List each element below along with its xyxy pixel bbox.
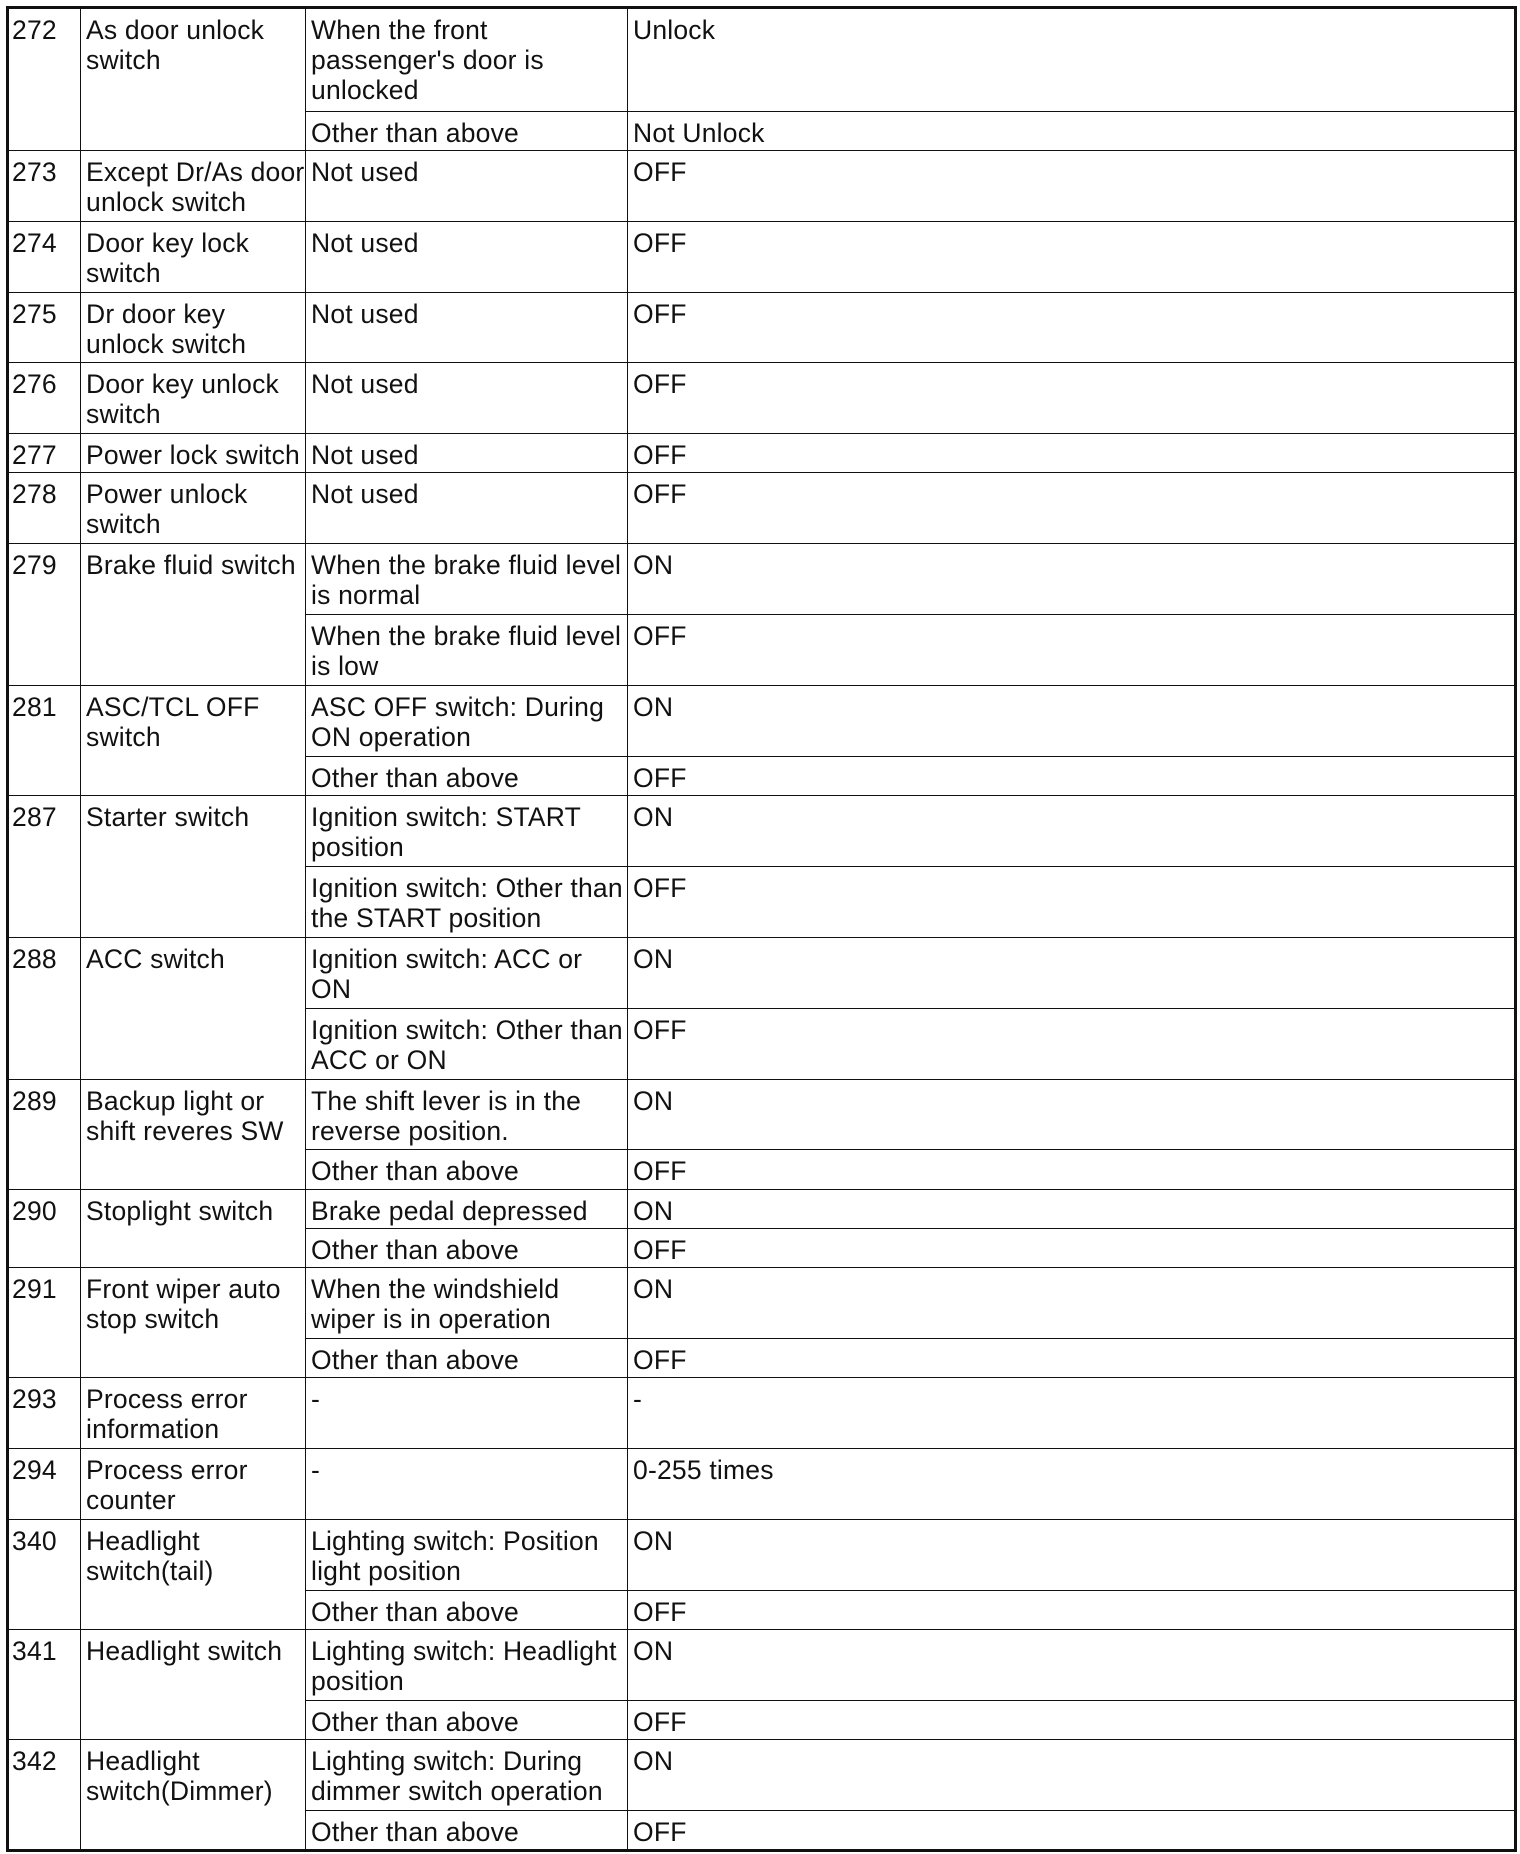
condition-cell: -	[306, 1377, 628, 1448]
table-row	[8, 150, 1516, 221]
normal-condition-value-cell: OFF	[628, 363, 1516, 434]
condition-cell: Other than above	[306, 1150, 628, 1189]
normal-condition-value-cell: OFF	[628, 292, 1516, 363]
item-number-cell: 281	[8, 686, 81, 796]
normal-condition-value-cell: OFF	[628, 1008, 1516, 1079]
normal-condition-value-cell: ON	[628, 1519, 1516, 1590]
condition-cell: Ignition switch: START position	[306, 796, 628, 867]
item-number-cell: 278	[8, 473, 81, 544]
table-row	[8, 1448, 1516, 1519]
item-name-cell: Process error counter	[81, 1448, 306, 1519]
normal-condition-value-cell: OFF	[628, 1150, 1516, 1189]
table-row	[8, 1629, 1516, 1700]
normal-condition-value-cell: OFF	[628, 866, 1516, 937]
condition-cell: Not used	[306, 150, 628, 221]
item-number-cell: 340	[8, 1519, 81, 1629]
normal-condition-value-cell: ON	[628, 686, 1516, 757]
normal-condition-value-cell: OFF	[628, 1700, 1516, 1739]
table-row	[8, 1189, 1516, 1228]
table-row	[8, 686, 1516, 757]
item-name-cell: Power lock switch	[81, 434, 306, 473]
condition-cell: Ignition switch: Other than the START position	[306, 866, 628, 937]
item-number-cell: 288	[8, 937, 81, 1079]
data-list-table	[6, 6, 1517, 1852]
normal-condition-value-cell: OFF	[628, 1228, 1516, 1267]
condition-cell: Lighting switch: Headlight position	[306, 1629, 628, 1700]
item-name-cell: Except Dr/As door unlock switch	[81, 150, 306, 221]
table-row	[8, 1519, 1516, 1590]
item-number-cell: 294	[8, 1448, 81, 1519]
item-name-cell: Brake fluid switch	[81, 544, 306, 686]
item-name-cell: Headlight switch	[81, 1629, 306, 1739]
normal-condition-value-cell: ON	[628, 1189, 1516, 1228]
table-row	[8, 292, 1516, 363]
table-row	[8, 544, 1516, 615]
condition-cell: Lighting switch: Position light position	[306, 1519, 628, 1590]
condition-cell: Brake pedal depressed	[306, 1189, 628, 1228]
condition-cell: Ignition switch: Other than ACC or ON	[306, 1008, 628, 1079]
item-name-cell: Door key unlock switch	[81, 363, 306, 434]
condition-cell: Not used	[306, 473, 628, 544]
condition-cell: ASC OFF switch: During ON operation	[306, 686, 628, 757]
item-name-cell: Backup light or shift reveres SW	[81, 1079, 306, 1189]
item-number-cell: 290	[8, 1189, 81, 1267]
table-row	[8, 473, 1516, 544]
normal-condition-value-cell: ON	[628, 1739, 1516, 1810]
table-row	[8, 796, 1516, 867]
item-name-cell: Headlight switch(tail)	[81, 1519, 306, 1629]
table-row	[8, 1739, 1516, 1810]
condition-cell: When the brake fluid level is normal	[306, 544, 628, 615]
item-number-cell: 342	[8, 1739, 81, 1850]
table-row	[8, 937, 1516, 1008]
item-name-cell: Door key lock switch	[81, 221, 306, 292]
normal-condition-value-cell: ON	[628, 544, 1516, 615]
table-row	[8, 221, 1516, 292]
table-row	[8, 1079, 1516, 1150]
item-name-cell: Starter switch	[81, 796, 306, 938]
normal-condition-value-cell: ON	[628, 796, 1516, 867]
item-number-cell: 291	[8, 1267, 81, 1377]
item-name-cell: Headlight switch(Dimmer)	[81, 1739, 306, 1850]
normal-condition-value-cell: OFF	[628, 615, 1516, 686]
item-number-cell: 293	[8, 1377, 81, 1448]
condition-cell: -	[306, 1448, 628, 1519]
normal-condition-value-cell: OFF	[628, 1810, 1516, 1850]
condition-cell: Other than above	[306, 1590, 628, 1629]
normal-condition-value-cell: OFF	[628, 434, 1516, 473]
table-row	[8, 363, 1516, 434]
condition-cell: Other than above	[306, 1700, 628, 1739]
table-row	[8, 1267, 1516, 1338]
item-number-cell: 273	[8, 150, 81, 221]
item-name-cell: ASC/TCL OFF switch	[81, 686, 306, 796]
item-name-cell: Dr door key unlock switch	[81, 292, 306, 363]
normal-condition-value-cell: Unlock	[628, 8, 1516, 112]
table-row	[8, 1377, 1516, 1448]
condition-cell: Other than above	[306, 1810, 628, 1850]
item-name-cell: As door unlock switch	[81, 8, 306, 151]
condition-cell: Other than above	[306, 756, 628, 795]
condition-cell: Lighting switch: During dimmer switch operation	[306, 1739, 628, 1810]
condition-cell: When the brake fluid level is low	[306, 615, 628, 686]
item-name-cell: Stoplight switch	[81, 1189, 306, 1267]
item-number-cell: 279	[8, 544, 81, 686]
item-name-cell: ACC switch	[81, 937, 306, 1079]
item-name-cell: Front wiper auto stop switch	[81, 1267, 306, 1377]
item-number-cell: 341	[8, 1629, 81, 1739]
normal-condition-value-cell: ON	[628, 1079, 1516, 1150]
item-number-cell: 277	[8, 434, 81, 473]
condition-cell: Not used	[306, 434, 628, 473]
table-row	[8, 434, 1516, 473]
item-name-cell: Process error information	[81, 1377, 306, 1448]
item-number-cell: 275	[8, 292, 81, 363]
item-number-cell: 287	[8, 796, 81, 938]
condition-cell: Not used	[306, 292, 628, 363]
item-number-cell: 289	[8, 1079, 81, 1189]
normal-condition-value-cell: OFF	[628, 473, 1516, 544]
normal-condition-value-cell: Not Unlock	[628, 111, 1516, 150]
table-row	[8, 8, 1516, 112]
normal-condition-value-cell: OFF	[628, 150, 1516, 221]
normal-condition-value-cell: 0-255 times	[628, 1448, 1516, 1519]
normal-condition-value-cell: OFF	[628, 756, 1516, 795]
item-number-cell: 276	[8, 363, 81, 434]
condition-cell: Not used	[306, 221, 628, 292]
normal-condition-value-cell: ON	[628, 1629, 1516, 1700]
condition-cell: When the front passenger's door is unlocked	[306, 8, 628, 112]
condition-cell: Not used	[306, 363, 628, 434]
table-body	[8, 8, 1516, 1851]
condition-cell: Other than above	[306, 111, 628, 150]
condition-cell: Other than above	[306, 1338, 628, 1377]
normal-condition-value-cell: OFF	[628, 221, 1516, 292]
condition-cell: When the windshield wiper is in operation	[306, 1267, 628, 1338]
item-number-cell: 274	[8, 221, 81, 292]
normal-condition-value-cell: OFF	[628, 1590, 1516, 1629]
normal-condition-value-cell: -	[628, 1377, 1516, 1448]
normal-condition-value-cell: OFF	[628, 1338, 1516, 1377]
condition-cell: Ignition switch: ACC or ON	[306, 937, 628, 1008]
condition-cell: Other than above	[306, 1228, 628, 1267]
normal-condition-value-cell: ON	[628, 1267, 1516, 1338]
normal-condition-value-cell: ON	[628, 937, 1516, 1008]
item-name-cell: Power unlock switch	[81, 473, 306, 544]
condition-cell: The shift lever is in the reverse position.	[306, 1079, 628, 1150]
item-number-cell: 272	[8, 8, 81, 151]
